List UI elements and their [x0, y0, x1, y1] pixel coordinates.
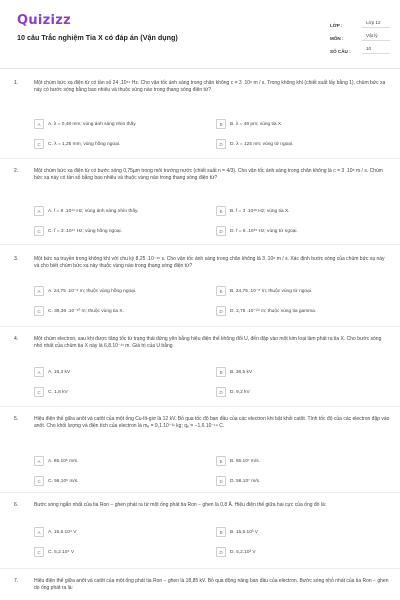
question-item	[0, 328, 400, 406]
answer-option-a[interactable]	[34, 286, 136, 296]
option-text: D. f = 6 .10¹⁵ Hz; vùng tử ngoại.	[230, 228, 298, 234]
answer-option-b[interactable]	[216, 527, 258, 537]
answer-option-c[interactable]	[34, 476, 79, 486]
option-text: B. 15,5.10³ V	[230, 529, 258, 535]
question-item	[0, 248, 400, 326]
question-item	[0, 160, 400, 240]
answer-option-d[interactable]	[216, 139, 293, 149]
answer-option-a[interactable]	[34, 119, 137, 129]
meta-label: LỚP :	[330, 23, 343, 28]
option-letter-box: D	[216, 306, 226, 316]
worksheet-title: 10 câu Trắc nghiệm Tia X có đáp án (Vận dụng)	[17, 33, 178, 42]
answer-option-c[interactable]	[34, 139, 120, 149]
option-text: A. 24,75 .10⁻⁶ m; thuộc vùng hồng ngoại.	[48, 288, 137, 294]
worksheet-meta	[330, 15, 390, 54]
meta-row-count	[330, 41, 390, 54]
option-letter-box: A	[34, 527, 44, 537]
meta-row-class	[330, 15, 390, 28]
option-letter-box: B	[216, 206, 226, 216]
option-text: B. λ = 48 pm; vùng tia X.	[230, 121, 283, 127]
question-number: 4.	[14, 336, 19, 342]
meta-value: Vật lý	[362, 33, 390, 41]
answer-option-c[interactable]	[34, 547, 74, 557]
option-text: D. 56.10⁷ m/s.	[230, 478, 261, 484]
worksheet-header	[0, 0, 400, 69]
option-letter-box: D	[216, 139, 226, 149]
option-text: C. f = 3 .10¹⁴ Hz; vùng hồng ngoại.	[48, 228, 122, 234]
quizizz-logo[interactable]: Quizizz	[17, 13, 72, 28]
answer-option-b[interactable]	[216, 456, 260, 466]
question-number: 7.	[14, 578, 19, 584]
question-number: 3.	[14, 256, 19, 262]
option-letter-box: D	[216, 547, 226, 557]
option-text: C. λ = 1,25 mm; vùng hồng ngoại.	[48, 141, 121, 147]
option-letter-box: D	[216, 387, 226, 397]
option-letter-box: A	[34, 286, 44, 296]
question-number: 2.	[14, 168, 19, 174]
option-text: B. 24,75 .10⁻⁸ m; thuộc vùng tử ngoại.	[230, 288, 313, 294]
question-divider	[0, 492, 400, 493]
question-text: Một bức xạ truyền trong không khí với chu kỳ 8,25 .10⁻¹⁶ s. Cho vận tốc ánh sáng trong chân không là 3 .10⁸ m / s. Xác định bước sóng của chùm bức xạ này và cho biết chùm bức xạ này thuộc vùng nào trong thang sóng điện từ?	[34, 256, 385, 270]
option-letter-box: C	[34, 306, 44, 316]
question-number: 5.	[14, 416, 19, 422]
question-divider	[0, 158, 400, 159]
option-text: A. f = 6 .10¹⁴ Hz; vùng ánh sáng nhìn thấy.	[48, 208, 139, 214]
option-letter-box: B	[216, 119, 226, 129]
question-item	[0, 570, 400, 600]
option-text: C. 5,2.10⁴ V	[48, 549, 75, 555]
option-text: C. 56.10⁶ m/s.	[48, 478, 79, 484]
meta-label: MÔN :	[330, 36, 344, 41]
meta-value: 10	[362, 46, 390, 54]
option-text: C. 36,36 .10⁻¹⁰ m; thuộc vùng tia X.	[48, 308, 124, 314]
question-item	[0, 494, 400, 574]
meta-row-subject	[330, 28, 390, 41]
question-text: Hiệu điện thế giữa anôt và catôt của một ống Cu-lít-giơ là 12 kV. Bỏ qua tốc độ ban đầu của các electron khi bật khỏi catôt. Tính tốc độ của các electron đập vào anôt. Cho khối lượng và điện tích của electron là mₑ = 9,1.10⁻³¹ kg; qₑ = −1,6.10⁻¹⁹ C.	[34, 416, 390, 430]
answer-option-b[interactable]	[216, 119, 282, 129]
option-text: D. λ = 125 nm; vùng tử ngoại.	[230, 141, 294, 147]
question-text: Hiệu điện thế giữa anôt và catôt của một ống phát tia Ron − ghen là 18,85 kV. Bỏ qua động năng ban đầu của electron. Bước sóng nhỏ nhất của tia Ron − ghen do ống phát ra là:	[34, 578, 389, 592]
option-text: C. 1,8 kV	[48, 389, 68, 395]
answer-option-b[interactable]	[216, 286, 312, 296]
answer-option-b[interactable]	[216, 206, 289, 216]
option-text: B. f = 3 .10¹⁸ Hz; vùng tia X.	[230, 208, 290, 214]
question-number: 6.	[14, 502, 19, 508]
question-divider	[0, 244, 400, 245]
question-divider	[0, 568, 400, 569]
answer-option-b[interactable]	[216, 367, 252, 377]
answer-option-a[interactable]	[34, 456, 78, 466]
option-letter-box: A	[34, 119, 44, 129]
option-letter-box: D	[216, 226, 226, 236]
answer-option-a[interactable]	[34, 367, 70, 377]
question-number: 1.	[14, 80, 19, 86]
option-letter-box: A	[34, 206, 44, 216]
option-letter-box: C	[34, 547, 44, 557]
question-divider	[0, 326, 400, 327]
answer-option-d[interactable]	[216, 547, 256, 557]
option-letter-box: D	[216, 476, 226, 486]
question-divider	[0, 406, 400, 407]
meta-value: Lớp 12	[362, 20, 390, 28]
option-letter-box: A	[34, 367, 44, 377]
option-letter-box: C	[34, 387, 44, 397]
answer-option-d[interactable]	[216, 306, 316, 316]
question-item	[0, 408, 400, 494]
meta-label: SỐ CÂU :	[330, 49, 351, 54]
option-letter-box: B	[216, 286, 226, 296]
option-letter-box: C	[34, 226, 44, 236]
answer-option-c[interactable]	[34, 387, 68, 397]
question-text: Một chùm bức xạ điện từ có tần số 24 .10¹⁴ Hz. Cho vận tốc ánh sáng trong chân không c = 3 .10⁸ m / s. Trong không khí (chiết suất lấy bằng 1), chùm bức xạ này có bước sóng bằng bao nhiêu và thuộc vùng nào trong thang sóng điện từ?	[34, 80, 386, 94]
option-text: D. 2,75 .10⁻²⁴ m; thuộc vùng tia gamma.	[230, 308, 317, 314]
option-text: A. λ = 0,48 mm; vùng ánh sáng nhìn thấy.	[48, 121, 137, 127]
option-letter-box: B	[216, 527, 226, 537]
option-text: A. 65.10⁶ m/s.	[48, 458, 79, 464]
question-text: Bước sóng ngắn nhất của tia Ron − ghen phát ra từ một ống phát tia Ron − ghen là 0,8 Å. Hiệu điện thế giữa hai cực của ống đó là:	[34, 502, 327, 508]
option-text: D. 5,2.10³ V	[230, 549, 256, 555]
option-text: A. 18,3 kV	[48, 369, 71, 375]
answer-option-c[interactable]	[34, 306, 124, 316]
answer-option-a[interactable]	[34, 527, 76, 537]
question-text: Một chùm electron, sau khi được tăng tốc từ trạng thái đứng yên bằng hiệu điện thế không đổi U, đến đập vào một kim loại làm phát ra tia X. Cho bước sóng nhỏ nhất của chùm tia X này là 6,8.10⁻¹¹ m. Giá trị của U bằng	[34, 336, 382, 350]
option-text: B. 65.10⁷ m/s.	[230, 458, 260, 464]
question-item	[0, 72, 400, 152]
answer-option-d[interactable]	[216, 476, 260, 486]
option-text: A. 15,5.10⁴ V	[48, 529, 77, 535]
option-letter-box: B	[216, 367, 226, 377]
answer-option-d[interactable]	[216, 387, 250, 397]
answer-option-a[interactable]	[34, 206, 138, 216]
answer-option-c[interactable]	[34, 226, 122, 236]
option-text: D. 9,2 kV	[230, 389, 250, 395]
option-text: B. 36,5 kV	[230, 369, 253, 375]
question-text: Một chùm bức xạ điện từ có bước sóng 0,75µm trong môi trường nước (chiết suất n = 4/3). Cho vận tốc ánh sáng trong chân không là c = 3 .10⁸ m / s. Chùm bức xạ này có tần số bằng bao nhiêu và thuộc vùng nào trong thang sóng điện từ?	[34, 168, 383, 182]
option-letter-box: A	[34, 456, 44, 466]
option-letter-box: B	[216, 456, 226, 466]
option-letter-box: C	[34, 476, 44, 486]
option-letter-box: C	[34, 139, 44, 149]
answer-option-d[interactable]	[216, 226, 298, 236]
